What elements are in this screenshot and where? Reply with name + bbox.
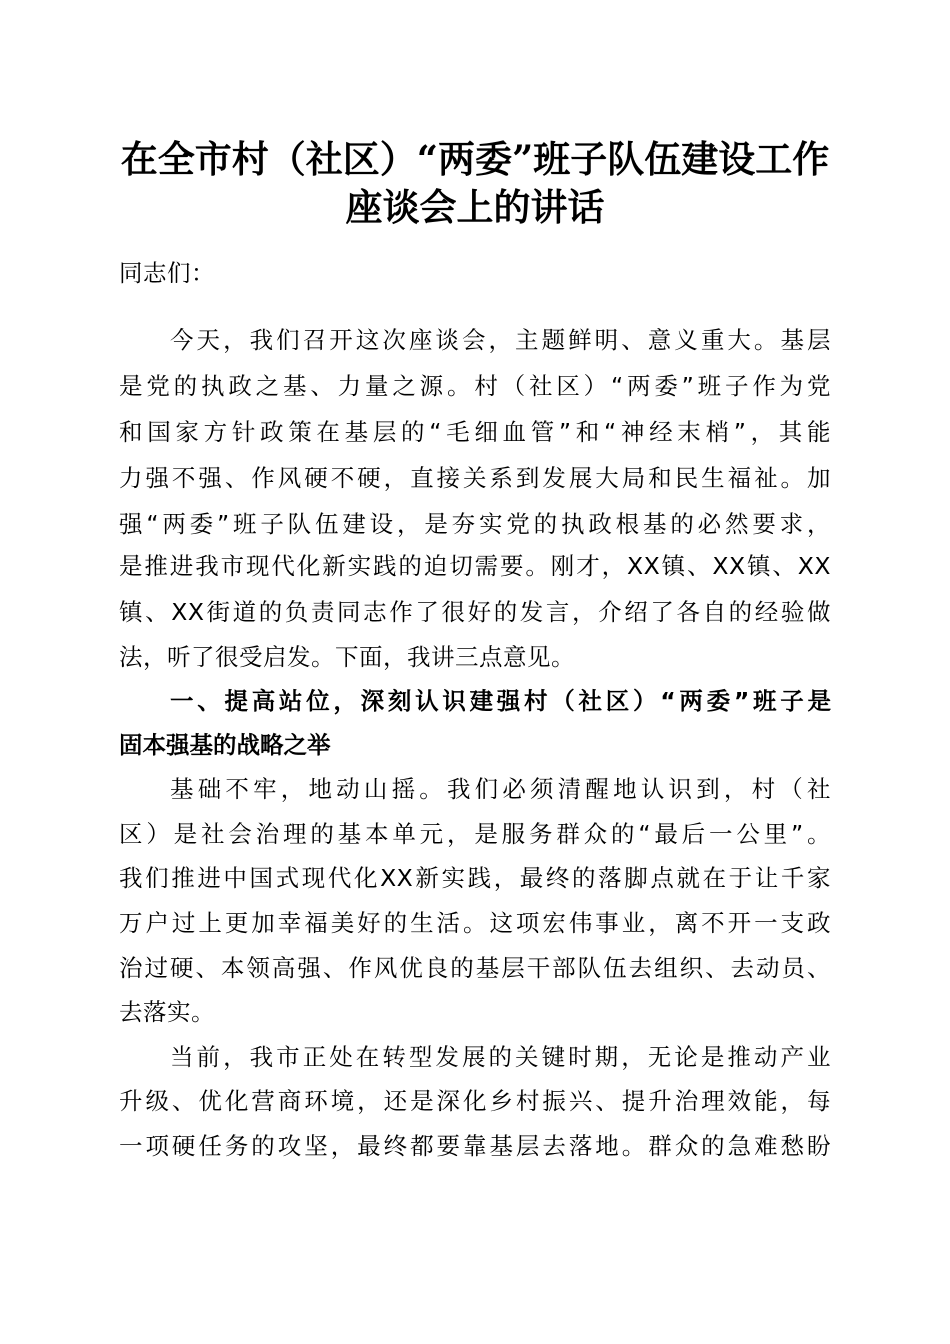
paragraph-1-line: 法，听了很受启发。下面，我讲三点意见。 bbox=[119, 643, 575, 671]
section-heading-line: 一、提高站位，深刻认识建强村（社区）“两委”班子是 bbox=[170, 687, 831, 715]
paragraph-1-line: 和国家方针政策在基层的“毛细血管”和“神经末梢”，其能 bbox=[119, 418, 831, 446]
document-title-line-1: 在全市村（社区）“两委”班子队伍建设工作 bbox=[120, 137, 830, 181]
paragraph-2-line: 治过硬、本领高强、作风优良的基层干部队伍去组织、去动员、 bbox=[119, 954, 831, 982]
paragraph-1-line: 今天，我们召开这次座谈会，主题鲜明、意义重大。基层 bbox=[170, 326, 831, 354]
document-title-line-2: 座谈会上的讲话 bbox=[345, 185, 605, 229]
paragraph-1-line: 力强不强、作风硬不硬，直接关系到发展大局和民生福祉。加 bbox=[119, 464, 831, 492]
paragraph-2-line: 去落实。 bbox=[119, 998, 215, 1026]
paragraph-1-line: 镇、XX街道的负责同志作了很好的发言，介绍了各自的经验做 bbox=[119, 598, 831, 626]
paragraph-1-line: 是党的执政之基、力量之源。村（社区）“两委”班子作为党 bbox=[119, 372, 831, 400]
paragraph-2-line: 万户过上更加幸福美好的生活。这项宏伟事业，离不开一支政 bbox=[119, 909, 831, 937]
paragraph-2-line: 区）是社会治理的基本单元，是服务群众的“最后一公里”。 bbox=[119, 820, 831, 848]
paragraph-1-line: 强“两委”班子队伍建设，是夯实党的执政根基的必然要求， bbox=[119, 510, 831, 538]
paragraph-3-line: 升级、优化营商环境，还是深化乡村振兴、提升治理效能，每 bbox=[119, 1087, 831, 1115]
paragraph-3-line: 当前，我市正处在转型发展的关键时期，无论是推动产业 bbox=[170, 1043, 831, 1071]
paragraph-2-line: 我们推进中国式现代化XX新实践，最终的落脚点就在于让千家 bbox=[119, 864, 831, 892]
paragraph-3-line: 一项硬任务的攻坚，最终都要靠基层去落地。群众的急难愁盼 bbox=[119, 1132, 831, 1160]
paragraph-1-line: 是推进我市现代化新实践的迫切需要。刚才，XX镇、XX镇、XX bbox=[119, 552, 831, 580]
section-heading-line: 固本强基的战略之举 bbox=[119, 731, 331, 759]
paragraph-2-line: 基础不牢，地动山摇。我们必须清醒地认识到，村（社 bbox=[170, 775, 831, 803]
salutation: 同志们： bbox=[119, 259, 215, 287]
